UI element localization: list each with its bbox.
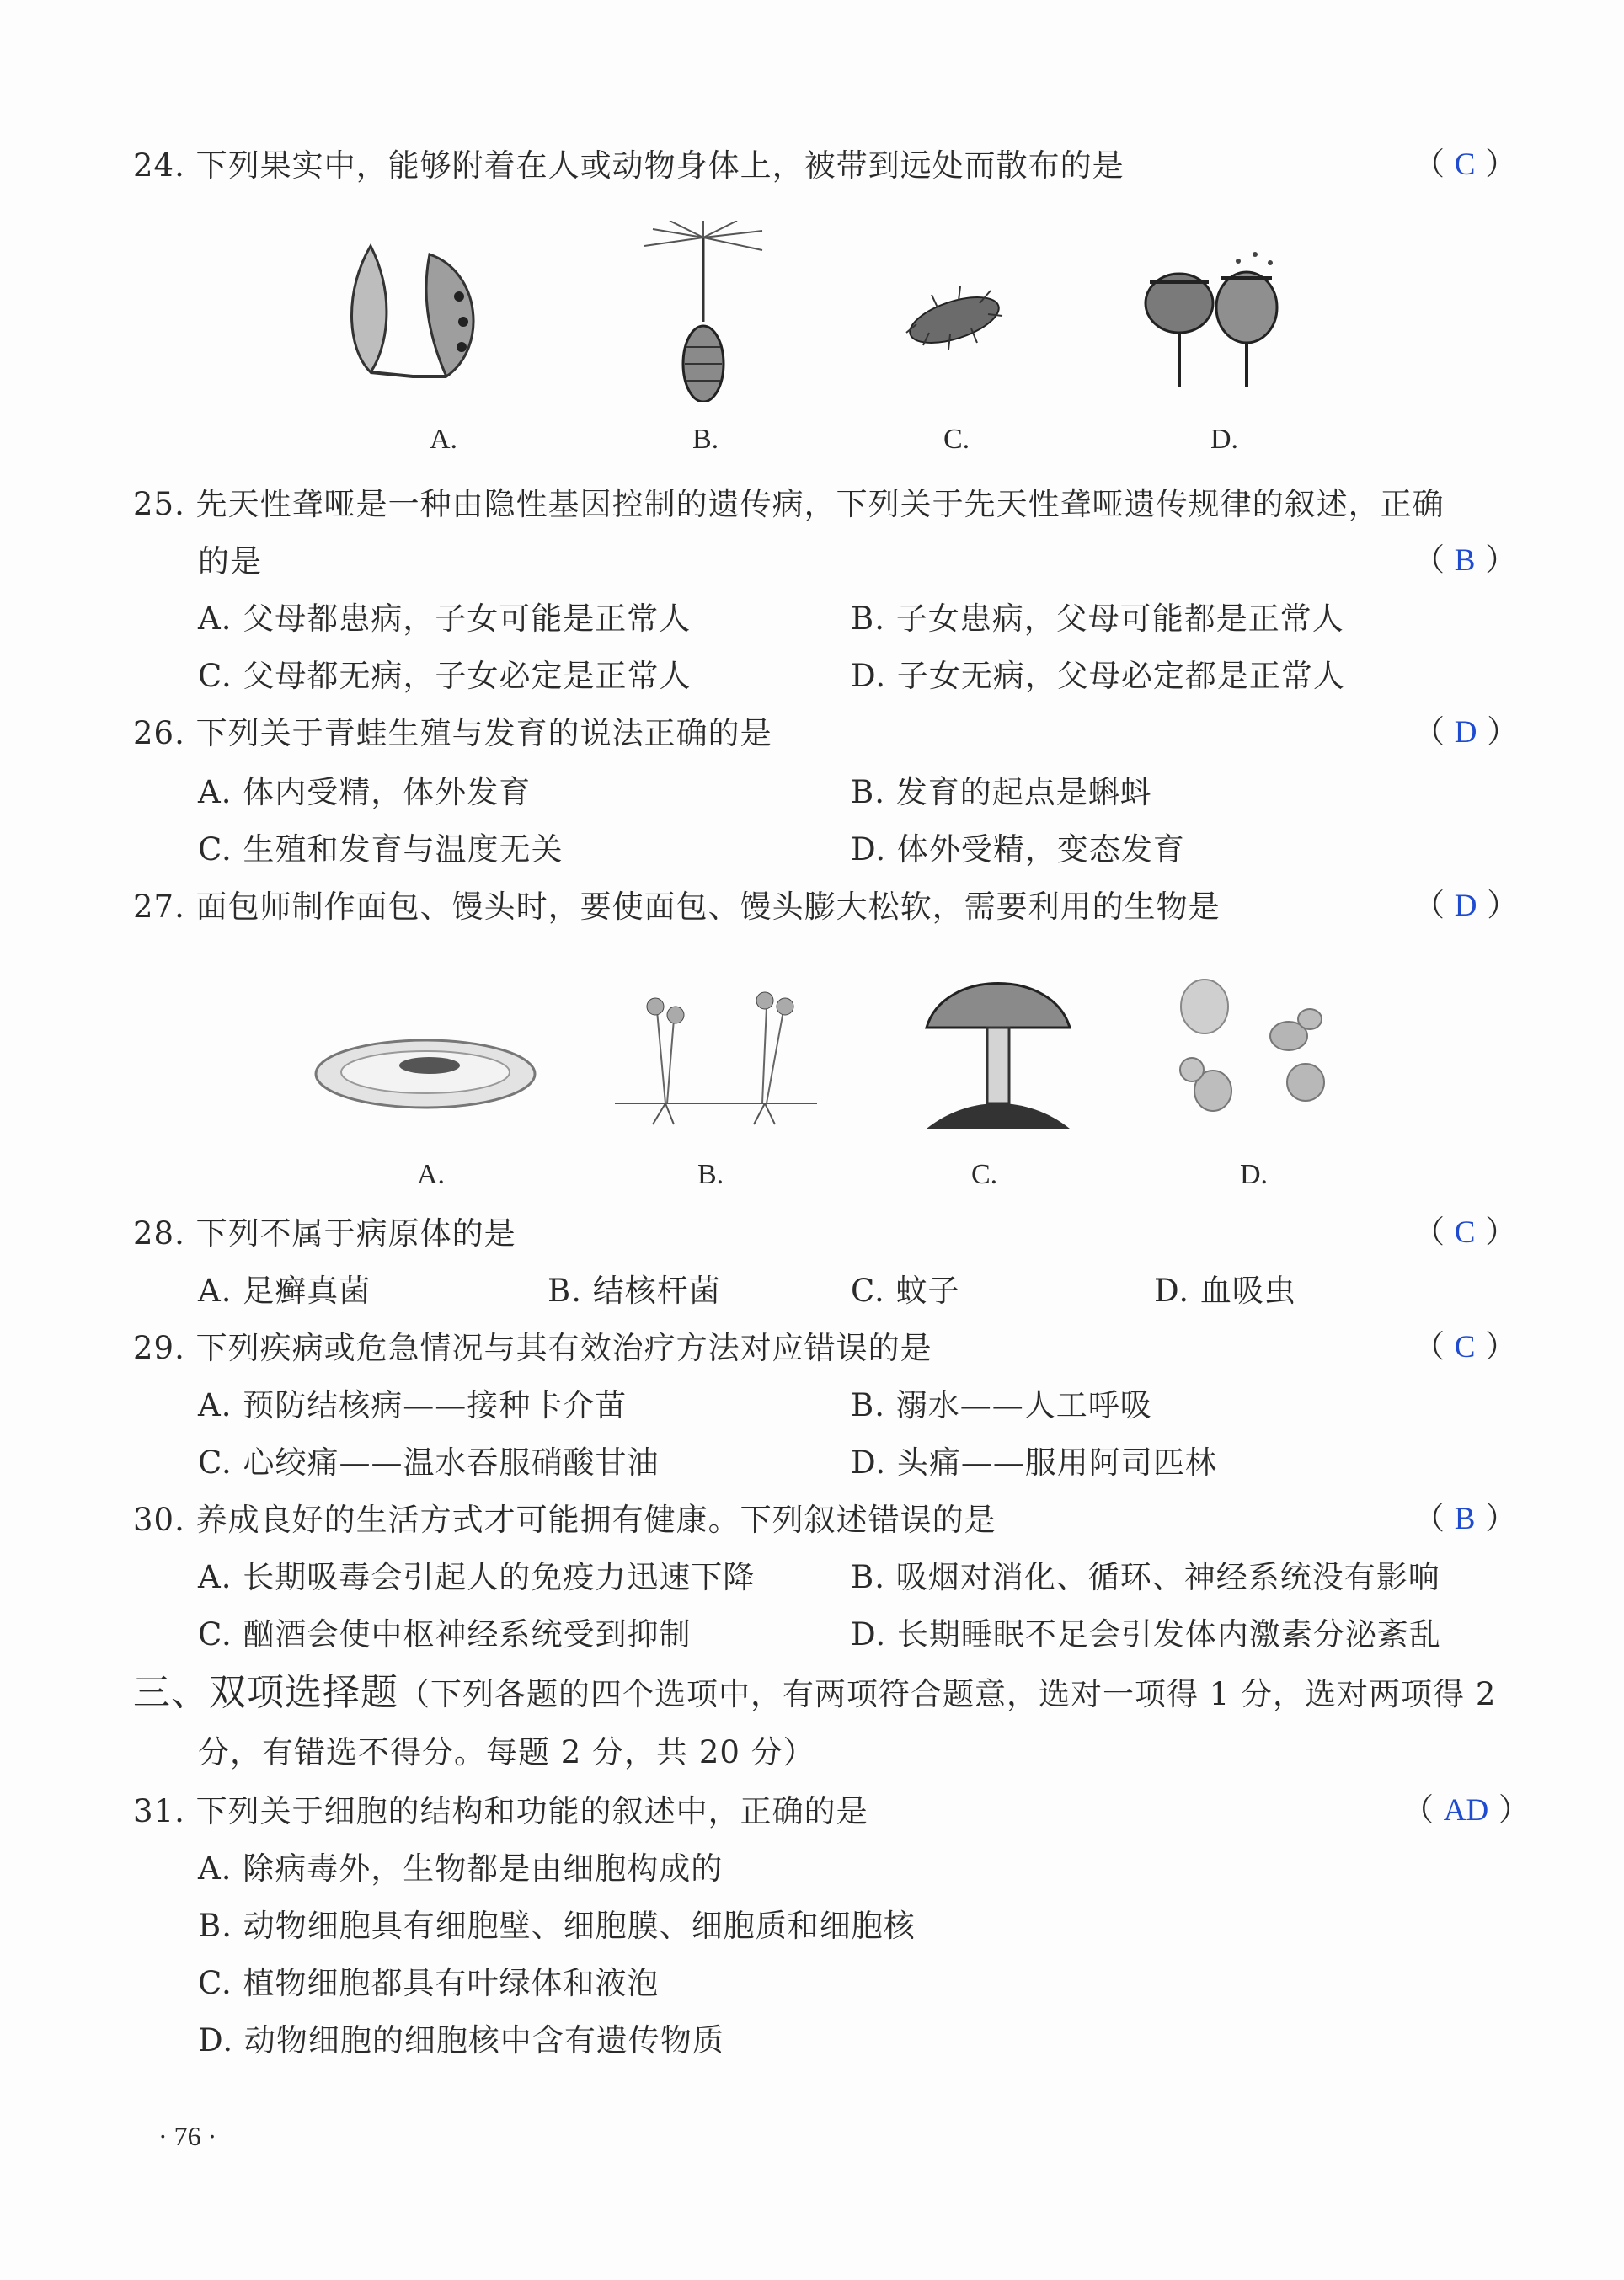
q25-stem: 25. 先天性聋哑是一种由隐性基因控制的遗传病，下列关于先天性聋哑遗传规律的叙述，正确 xyxy=(133,486,1445,522)
fruit-dandelion-illustration xyxy=(636,221,771,402)
q26-option-c: C. 生殖和发育与温度无关 xyxy=(198,831,564,868)
fruit-poppy-illustration xyxy=(1137,244,1289,396)
bread-mold-illustration xyxy=(303,1015,548,1124)
mushroom-illustration xyxy=(918,960,1078,1137)
q26-answer: （ D ） xyxy=(1413,713,1519,750)
q25-stem-continued: 的是 xyxy=(198,543,262,579)
q30-option-c: C. 酗酒会使中枢神经系统受到抑制 xyxy=(198,1616,692,1653)
q29-option-c: C. 心绞痛——温水吞服硝酸甘油 xyxy=(198,1444,660,1481)
q28-answer: （ C ） xyxy=(1413,1214,1517,1250)
q30-stem: 30. 养成良好的生活方式才可能拥有健康。下列叙述错误的是 xyxy=(133,1502,996,1538)
q28-option-a: A. 足癣真菌 xyxy=(198,1273,371,1309)
q30-option-a: A. 长期吸毒会引起人的免疫力迅速下降 xyxy=(198,1559,756,1595)
q24-answer: （ C ） xyxy=(1413,146,1517,182)
q25-option-c: C. 父母都无病，子女必定是正常人 xyxy=(198,658,692,694)
q27-answer: （ D ） xyxy=(1413,887,1519,923)
q31-stem: 31. 下列关于细胞的结构和功能的叙述中，正确的是 xyxy=(133,1793,868,1829)
q31-answer: （ AD ） xyxy=(1402,1791,1530,1828)
page-number: · 76 · xyxy=(158,2121,217,2151)
q27-caption-d: D. xyxy=(1240,1159,1269,1190)
q25-option-b: B. 子女患病，父母可能都是正常人 xyxy=(851,601,1344,637)
q29-option-d: D. 头痛——服用阿司匹林 xyxy=(851,1444,1217,1481)
fruit-burr-illustration xyxy=(900,282,1009,358)
q29-answer: （ C ） xyxy=(1413,1328,1517,1364)
q29-option-a: A. 预防结核病——接种卡介苗 xyxy=(198,1387,628,1423)
q28-option-d: D. 血吸虫 xyxy=(1154,1273,1296,1309)
q31-option-c: C. 植物细胞都具有叶绿体和液泡 xyxy=(198,1965,660,2001)
section-3-title: 三、双项选择题 xyxy=(133,1671,398,1714)
q27-caption-a: A. xyxy=(417,1159,446,1190)
q26-option-a: A. 体内受精，体外发育 xyxy=(198,774,532,810)
q25-answer: （ B ） xyxy=(1413,542,1517,578)
q24-caption-c: C. xyxy=(943,424,970,455)
q28-stem: 28. 下列不属于病原体的是 xyxy=(133,1215,516,1252)
q31-option-b: B. 动物细胞具有细胞壁、细胞膜、细胞质和细胞核 xyxy=(198,1908,916,1944)
q24-caption-d: D. xyxy=(1210,424,1239,455)
q25-option-d: D. 子女无病，父母必定都是正常人 xyxy=(851,658,1345,694)
q28-option-c: C. 蚊子 xyxy=(851,1273,960,1309)
yeast-illustration xyxy=(1171,973,1339,1116)
q30-option-d: D. 长期睡眠不足会引发体内激素分泌紊乱 xyxy=(851,1616,1441,1653)
fruit-pod-illustration xyxy=(337,221,514,389)
q30-option-b: B. 吸烟对消化、循环、神经系统没有影响 xyxy=(851,1559,1440,1595)
mold-rhizopus-illustration xyxy=(615,977,817,1129)
q26-option-d: D. 体外受精，变态发育 xyxy=(851,831,1185,868)
section-3-note: （下列各题的四个选项中，有两项符合题意，选对一项得 1 分，选对两项得 2 xyxy=(398,1676,1497,1712)
q27-caption-b: B. xyxy=(697,1159,724,1190)
section-3-heading xyxy=(133,1671,1497,1714)
q31-option-a: A. 除病毒外，生物都是由细胞构成的 xyxy=(198,1850,724,1887)
q25-option-a: A. 父母都患病，子女可能是正常人 xyxy=(198,601,692,637)
q28-option-b: B. 结核杆菌 xyxy=(548,1273,721,1309)
q30-answer: （ B ） xyxy=(1413,1500,1517,1536)
q31-option-d: D. 动物细胞的细胞核中含有遗传物质 xyxy=(198,2022,724,2058)
q29-stem: 29. 下列疾病或危急情况与其有效治疗方法对应错误的是 xyxy=(133,1330,932,1366)
q24-caption-a: A. xyxy=(430,424,458,455)
q24-stem: 24. 下列果实中，能够附着在人或动物身体上，被带到远处而散布的是 xyxy=(133,147,1125,184)
q24-caption-b: B. xyxy=(692,424,719,455)
q27-stem: 27. 面包师制作面包、馒头时，要使面包、馒头膨大松软，需要利用的生物是 xyxy=(133,889,1221,925)
section-3-note-continued: 分，有错选不得分。每题 2 分，共 20 分） xyxy=(198,1734,815,1770)
q29-option-b: B. 溺水——人工呼吸 xyxy=(851,1387,1152,1423)
q26-option-b: B. 发育的起点是蝌蚪 xyxy=(851,774,1152,810)
q26-stem: 26. 下列关于青蛙生殖与发育的说法正确的是 xyxy=(133,715,772,751)
q27-caption-c: C. xyxy=(971,1159,998,1190)
